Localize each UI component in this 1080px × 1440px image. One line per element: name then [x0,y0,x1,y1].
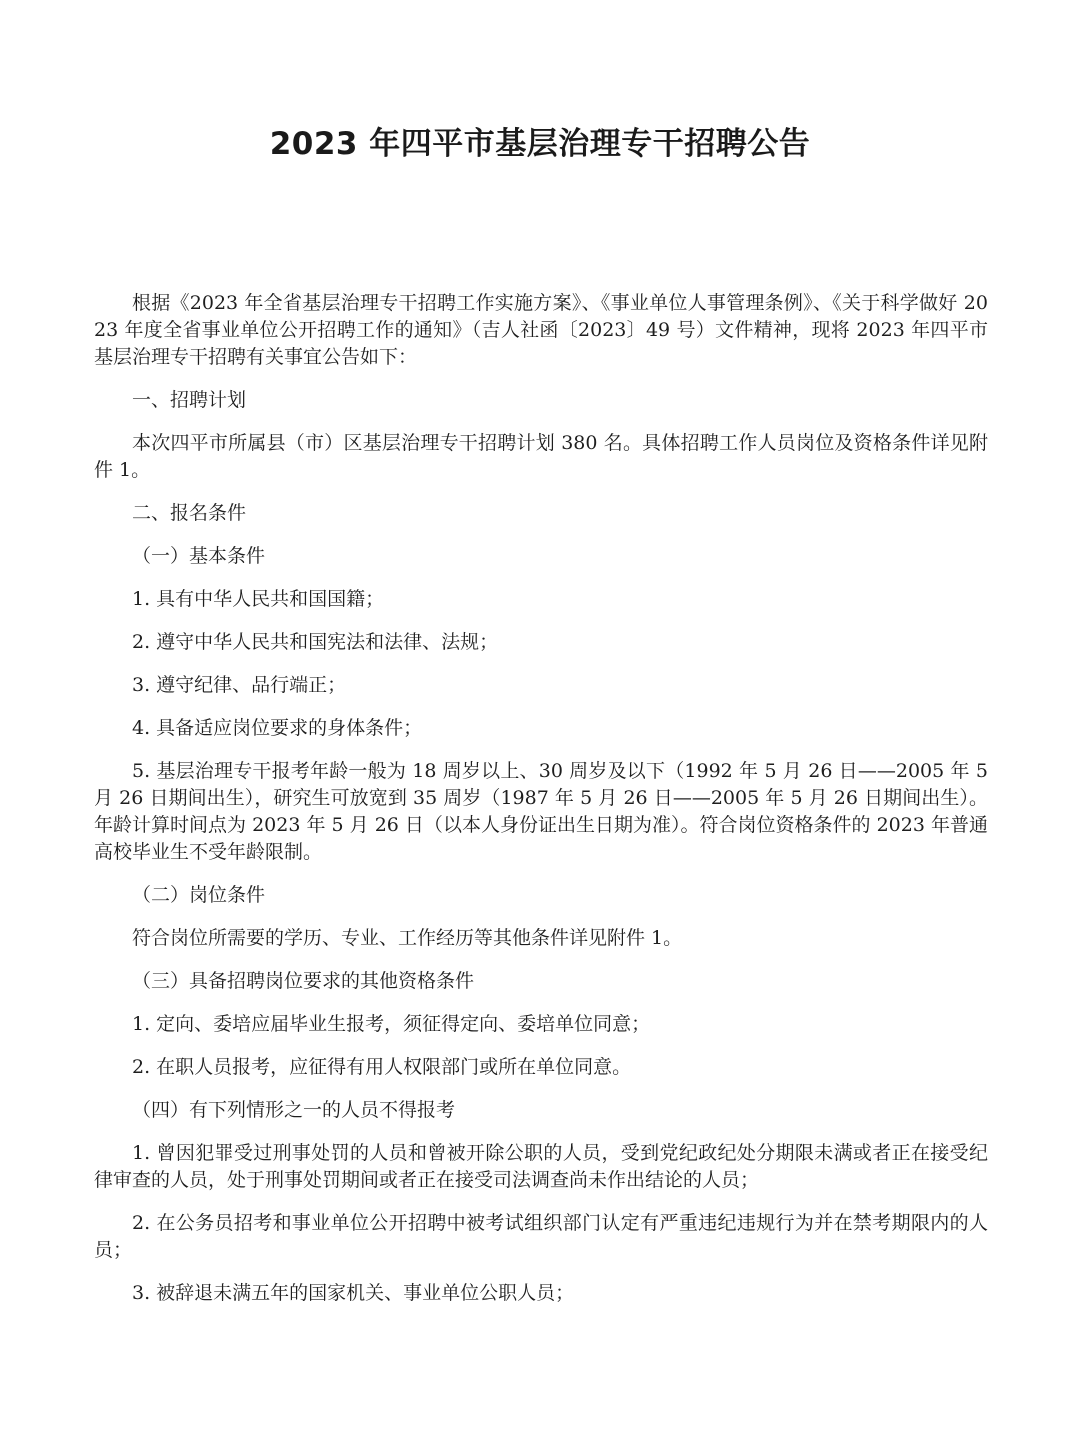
recruitment-plan-paragraph: 本次四平市所属县（市）区基层治理专干招聘计划 380 名。具体招聘工作人员岗位及资格条件详见附件 1。 [94,432,988,481]
subheading-position-conditions: （二）岗位条件 [132,884,266,906]
basic-condition-item: 3. 遵守纪律、品行端正； [132,674,347,696]
subheading-ineligible: （四）有下列情形之一的人员不得报考 [132,1099,456,1121]
basic-condition-item: 4. 具备适应岗位要求的身体条件； [132,717,423,739]
intro-paragraph: 根据《2023 年全省基层治理专干招聘工作实施方案》、《事业单位人事管理条例》、《关于科学做好 2023 年度全省事业单位公开招聘工作的通知》（吉人社函〔2023〕49 号）文件精神，现将 2023 年四平市基层治理专干招聘有关事宜公告如下： [94,292,988,368]
section-heading-eligibility: 二、报名条件 [132,502,247,524]
other-condition-item: 1. 定向、委培应届毕业生报考，须征得定向、委培单位同意； [132,1013,651,1035]
subheading-other-conditions: （三）具备招聘岗位要求的其他资格条件 [132,970,475,992]
page-title: 2023 年四平市基层治理专干招聘公告 [269,126,811,162]
subheading-basic-conditions: （一）基本条件 [132,545,266,567]
document-body [94,290,988,1323]
basic-condition-item: 1. 具有中华人民共和国国籍； [132,588,385,610]
ineligible-item: 1. 曾因犯罪受过刑事处罚的人员和曾被开除公职的人员，受到党纪政纪处分期限未满或者正在接受纪律审查的人员，处于刑事处罚期间或者正在接受司法调查尚未作出结论的人员； [94,1142,988,1191]
ineligible-item: 2. 在公务员招考和事业单位公开招聘中被考试组织部门认定有严重违纪违规行为并在禁考期限内的人员； [94,1212,988,1261]
section-heading-recruitment-plan: 一、招聘计划 [132,389,247,411]
other-condition-item: 2. 在职人员报考，应征得有用人权限部门或所在单位同意。 [132,1056,632,1078]
ineligible-item: 3. 被辞退未满五年的国家机关、事业单位公职人员； [132,1282,575,1304]
basic-condition-item: 2. 遵守中华人民共和国宪法和法律、法规； [132,631,499,653]
basic-condition-item: 5. 基层治理专干报考年龄一般为 18 周岁以上、30 周岁及以下（1992 年 5 月 26 日——2005 年 5 月 26 日期间出生），研究生可放宽到 35 周岁（1987 年 5 月 26 日——2005 年 5 月 26 日期间出生）。年龄计算时间点为 2023 年 5 月 26 日（以本人身份证出生日期为准）。符合岗位资格条件的 2023 年普通高校毕业生不受年龄限制。 [94,760,988,863]
position-conditions-paragraph: 符合岗位所需要的学历、专业、工作经历等其他条件详见附件 1。 [132,927,683,949]
